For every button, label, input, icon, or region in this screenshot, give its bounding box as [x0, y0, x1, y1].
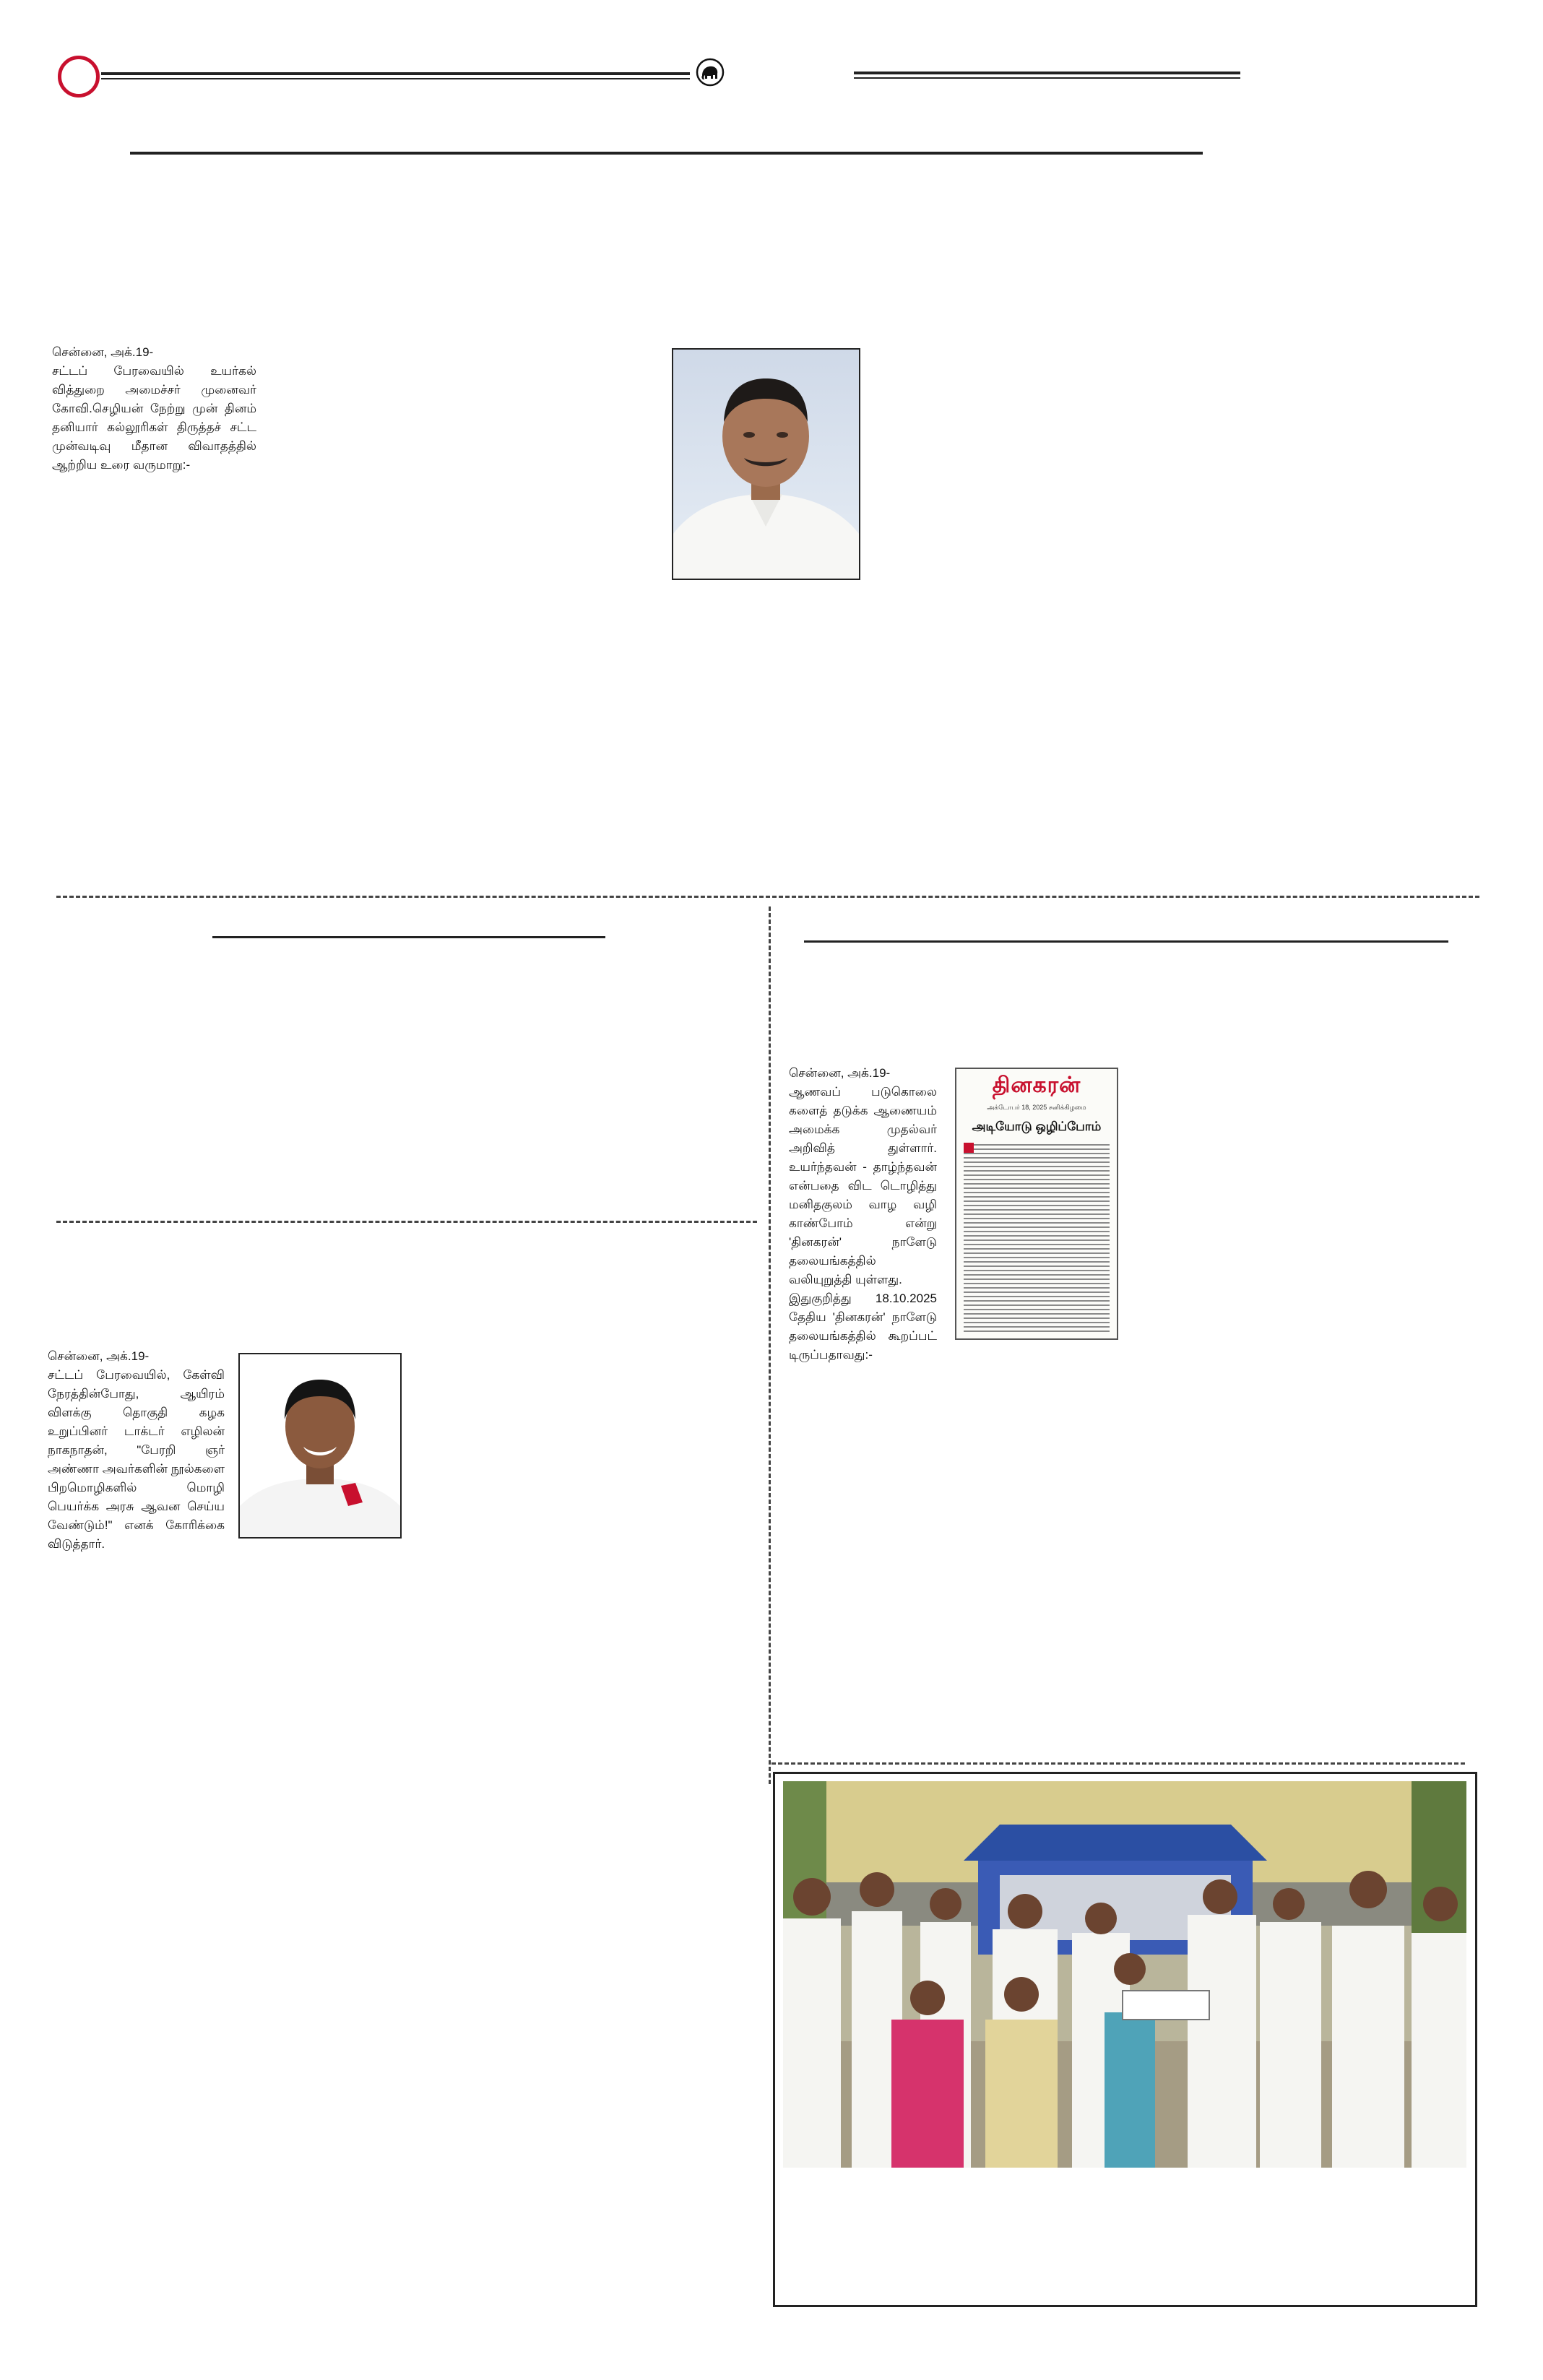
- section-divider-horizontal: [56, 896, 1479, 898]
- headline-rule-top: [130, 152, 1203, 155]
- right-headline-rule: [804, 940, 1448, 943]
- right-column-bottom-divider: [772, 1762, 1465, 1765]
- page-number-circle: [58, 56, 100, 98]
- clipping-text-block: [964, 1141, 1110, 1333]
- article1-body: சென்னை, அக்.19- சட்டப் பேரவையில் உயர்கல் வித்துறை அமைச்சர் முனைவர் கோவி.செழியன் நேற்று முன் தினம் தனியார் கல்லூரிகள் திருத்தச் சட்ட முன்வடிவு மீதான விவாதத்தில் ஆற்றிய உரை வருமாறு:-: [52, 345, 256, 472]
- left-column-divider: [56, 1221, 757, 1223]
- article3-body: சென்னை, அக்.19- சட்டப் பேரவையில், கேள்வி நேரத்தின்போது, ஆயிரம் விளக்கு தொகுதி கழக உறுப்பினர் டாக்டர் எழிலன் நாகநாதன், "பேரறி ஞர் அண்ணா அவர்களின் நூல்களை பிறமொழிகளில் மொழி பெயர்க்க அரசு ஆவன செய்ய வேண்டும்!" எனக் கோரிக்கை விடுத்தார்.: [48, 1349, 225, 1551]
- column-divider-vertical: [769, 906, 771, 1784]
- clipping-masthead: தினகரன்: [992, 1073, 1081, 1097]
- clipping-headline: அடியோடு ஒழிப்போம்: [972, 1120, 1102, 1133]
- header-rule-right: [854, 72, 1240, 74]
- clipping-dateline: அக்டோபர் 18, 2025 சனிக்கிழமை: [987, 1104, 1086, 1111]
- event-group-photo: [783, 1781, 1466, 2168]
- member-portrait-photo: [238, 1353, 402, 1539]
- left-headline-rule: [212, 936, 605, 938]
- header-rule-left-thin: [101, 78, 690, 79]
- header-rule-left: [101, 72, 690, 75]
- newspaper-clipping: [955, 1068, 1118, 1340]
- elephant-emblem-icon: [696, 58, 725, 87]
- header-rule-right-thin: [854, 77, 1240, 79]
- minister-portrait-photo: [672, 348, 860, 580]
- article2-body: சென்னை, அக்.19- ஆணவப் படுகொலை களைத் தடுக்க ஆணையம் அமைக்க முதல்வர் அறிவித் துள்ளார். உயர்ந்தவன் - தாழ்ந்தவன் என்பதை விட டொழித்து மனிதகுலம் வாழ வழி காண்போம் என்று 'தினகரன்' நாளேடு தலையங்கத்தில் வலியுறுத்தி யுள்ளது. இதுகுறித்து 18.10.2025 தேதிய 'தினகரன்' நாளேடு தலையங்கத்தில் கூறப்பட் டிருப்பதாவது:-: [789, 1066, 937, 1362]
- clipping-red-marker-icon: [964, 1143, 974, 1153]
